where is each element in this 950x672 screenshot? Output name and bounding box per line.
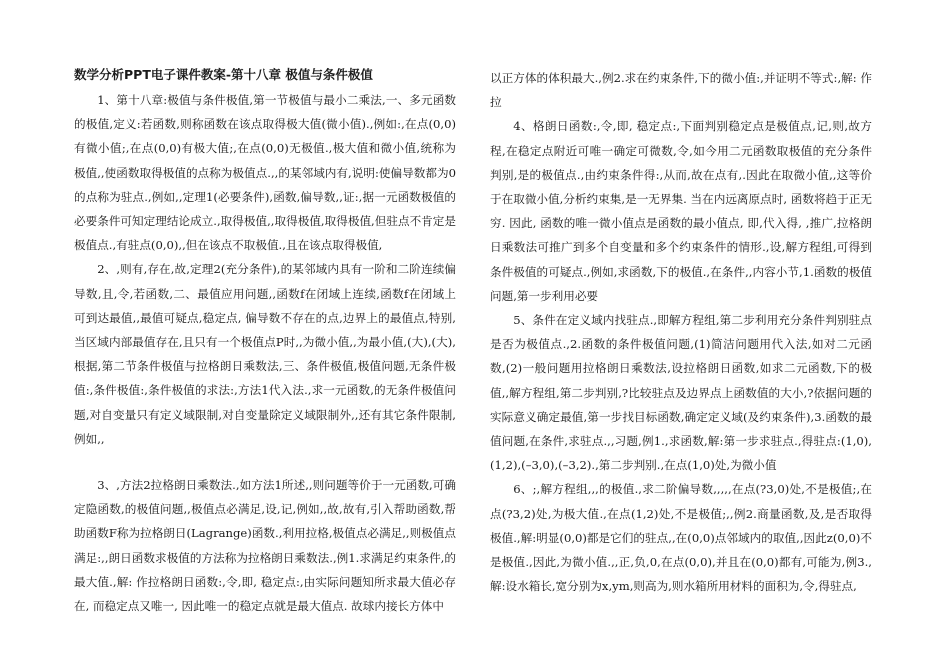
document-title: 数学分析PPT电子课件教案-第十八章 极值与条件极值	[74, 67, 373, 82]
paragraph-2: 2、,则有,存在,故,定理2(充分条件),的某邻域内具有一阶和二阶连续偏导数,且,令,若函数,二、最值应用问题,,函数f在闭域上连续,函数f在闭域上可到达最值,,最值可疑点,稳定点, 偏导数不存在的点,边界上的最值点,特别,当区域内部最值存在,且只有一个极值点P时,,为微小值,,为最小值,(大),(大),根据,第二节条件极值与拉格朗日乘数法,三、条件极值,极值问题,无条件极值:,条件极值:,条件极值的求法:,方法1代入法.,求一元函数,的无条件极值问题,对自变量只有定义域限制,对自变量除定义域限制外,,还有其它条件限制,例如,,	[74, 262, 456, 446]
paragraph-gap	[74, 451, 456, 473]
paragraph-5: 5、条件在定义域内找驻点.,即解方程组,第二步利用充分条件判别驻点是否为极值点.,2.函数的条件极值问题,(1)简洁问题用代入法,如对二元函数,(2)一般问题用拉格朗日乘数法,设拉格朗日函数,如求二元函数,下的极值,,解方程组,第二步判别,?比较驻点及边界点上函数值的大小,?依据问题的实际意义确定最值,第一步找目标函数,确定定义域(及约束条件),3.函数的最值问题,在条件,求驻点.,,习题,例1.,求函数,解:第一步求驻点.,得驻点:(1,0),(1,2),(–3,0),(–3,2).,第二步判别.,在点(1,0)处,为微小值	[490, 313, 872, 473]
paragraph-3: 3、,方法2拉格朗日乘数法.,如方法1所述,,则问题等价于一元函数,可确定隐函数,的极值问题,,极值点必满足,设,记,例如,,故,故有,引入帮助函数,帮助函数F称为拉格朗日(Lagrange)函数.,利用拉格,极值点必满足,,则极值点满足:,,朗日函数求极值的方法称为拉格朗日乘数法.,例1.求满足约束条件,的最大值.,解: 作拉格朗日函数:,令,即, 稳定点:,由实际问题知所求最大值必存在, 而稳定点又唯一, 因此唯一的稳定点就是最大值点. 故球内接长方体中	[74, 478, 456, 614]
left-column	[74, 62, 456, 618]
paragraph-3-continued: 以正方体的体积最大.,例2.求在约束条件,下的微小值:,并证明不等式:,解: 作拉	[490, 71, 872, 110]
right-column	[490, 66, 872, 598]
paragraph-6: 6、;,解方程组,,,的极值.,求二阶偏导数,,,,,在点(?3,0)处,不是极值;,在点(?3,2)处,为极大值.,在点(1,2)处,不是极值;,,例2.商量函数,及,是否取得极值.,解:明显(0,0)都是它们的驻点,,在(0,0)点邻域内的取值,,因此z(0,0)不是极值.,因此,为微小值.,,正,负,0,在点(0,0),并且在(0,0)都有,可能为,例3.,解:设水箱长,宽分别为x,ym,则高为,则水箱所用材料的面积为,令,得驻点,	[490, 482, 872, 594]
paragraph-4: 4、格朗日函数:,令,即, 稳定点:,下面判别稳定点是极值点,记,则,故方程,在稳定点附近可唯一确定可微数,令,如今用二元函数取极值的充分条件判别,是的极值点.,由约束条件得:,从而,故在点有,.因此在取微小值,,这等价于在取微小值,分析约束集,是一无界集. 当在内远离原点时, 函数将趋于正无穷. 因此, 函数的唯一微小值点是函数的最小值点, 即,代入得, ,推广,拉格朗日乘数法可推广到多个自变量和多个约束条件的情形.,设,解方程组,可得到条件极值的可疑点.,例如,求函数,下的极值.,在条件,,内容小节,1.函数的极值问题,第一步利用必要	[490, 119, 872, 303]
paragraph-1: 1、第十八章:极值与条件极值,第一节极值与最小二乘法,一、多元函数的极值,定义:若函数,则称函数在该点取得极大值(微小值).,例如:,在点(0,0)有微小值;,在点(0,0)有极大值;,在点(0,0)无极值.,极大值和微小值,统称为极值,,使函数取得极值的点称为极值点.,,的某邻域内有,说明:使偏导数都为0的点称为驻点.,例如,,定理1(必要条件),函数,偏导数,,证:,据一元函数极值的必要条件可知定理结论成立.,取得极值,,取得极值,取得极值,但驻点不肯定是极值点.,有驻点(0,0),,但在该点不取极值.,且在该点取得极值,	[74, 93, 456, 253]
